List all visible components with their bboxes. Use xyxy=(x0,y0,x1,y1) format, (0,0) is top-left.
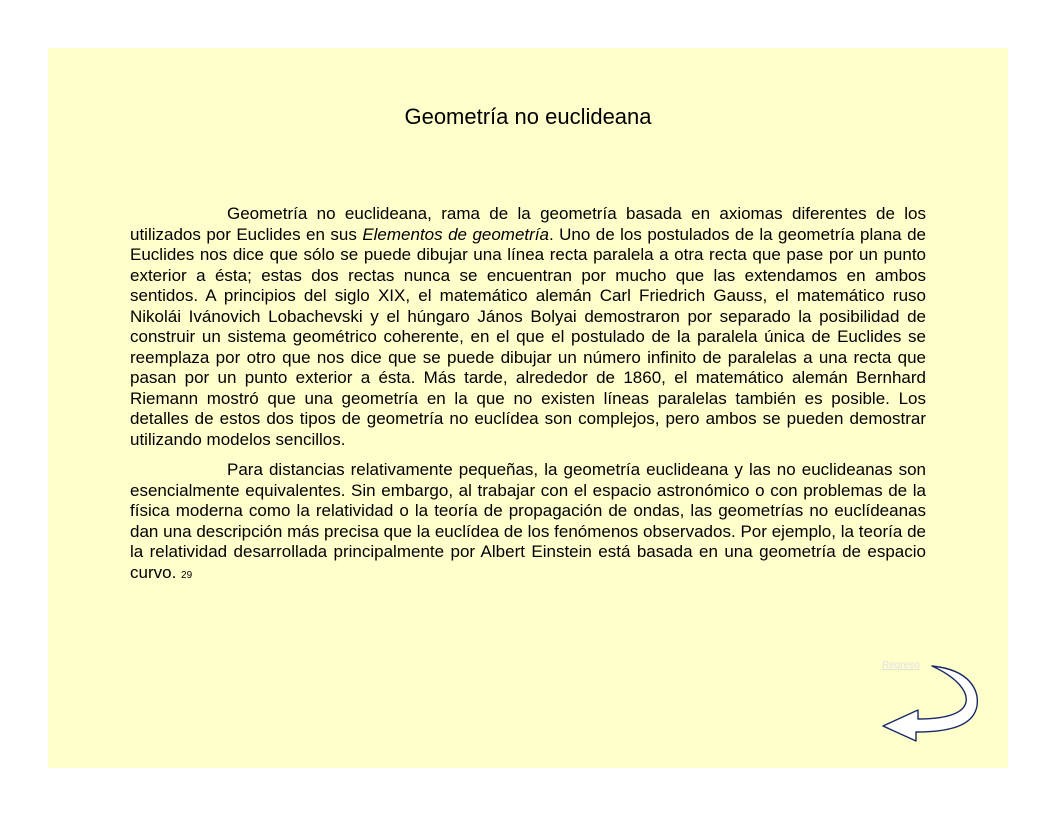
curved-back-arrow-icon[interactable] xyxy=(880,662,980,748)
paragraph-1-text-start: Geometría no euclideana, rama de la geometría basada en axiomas diferentes de los utilizados por Euclides en sus xyxy=(130,204,926,244)
footnote-number: 29 xyxy=(181,569,193,581)
body-text xyxy=(130,204,926,596)
paragraph-1-text-end: . Uno de los postulados de la geometría plana de Euclides nos dice que sólo se puede dibujar una línea recta paralela a otra recta que pase por un punto exterior a ésta; estas dos rectas nunca se encuentran por mucho que las extendamos en ambos sentidos. A principios del siglo XIX, el matemático alemán Carl Friedrich Gauss, el matemático ruso Nikolái Ivánovich Lobachevski y el húngaro János Bolyai demostraron por separado la posibilidad de construir un sistema geométrico coherente, en el que el postulado de la paralela única de Euclides se reemplaza por otro que nos dice que se puede dibujar un número infinito de paralelas a una recta que pasan por un punto exterior a ésta. Más tarde, alrededor de 1860, el matemático alemán Bernhard Riemann mostró que una geometría en la que no existen líneas paralelas también es posible. Los detalles de estos dos tipos de geometría no euclídea son complejos, pero ambos se pueden demostrar utilizando modelos sencillos. xyxy=(130,224,926,449)
slide xyxy=(48,48,1008,768)
paragraph-1 xyxy=(130,204,926,450)
paragraph-2-text: Para distancias relativamente pequeñas, la geometría euclideana y las no euclideanas son esencialmente equivalentes. Sin embargo, al trabajar con el espacio astronómico o con problemas de la física moderna como la relatividad o la teoría de propagación de ondas, las geometrías no euclídeanas dan una descripción más precisa que la euclídea de los fenómenos observados. Por ejemplo, la teoría de la relatividad desarrollada principalmente por Albert Einstein está basada en una geometría de espacio curvo. xyxy=(130,460,926,582)
return-link[interactable]: Regreso xyxy=(882,660,920,671)
page-title: Geometría no euclideana xyxy=(404,104,652,129)
book-title: Elementos de geometría xyxy=(362,224,549,244)
paragraph-2 xyxy=(130,460,926,586)
